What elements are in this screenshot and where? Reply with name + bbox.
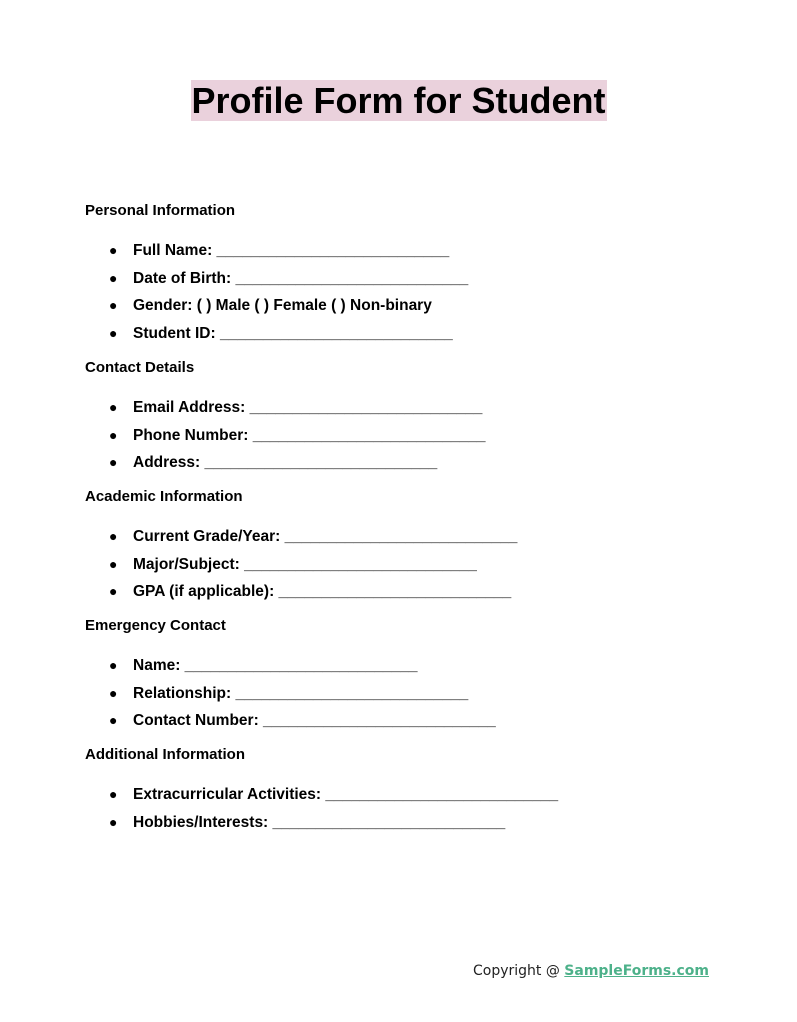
field-list: [85, 394, 725, 477]
copyright-footer: [473, 961, 709, 981]
bullet-icon: ●: [109, 325, 118, 342]
field-list: [85, 781, 725, 836]
field-label: Gender: ( ) Male ( ) Female ( ) Non-binary: [133, 297, 432, 315]
section-heading: Personal Information: [85, 202, 236, 219]
field-label: Address: ___________________________: [133, 454, 438, 472]
section-emergency-contact: [85, 616, 725, 735]
bullet-icon: ●: [109, 398, 118, 415]
field-phone-number: [85, 422, 725, 450]
bullet-icon: ●: [109, 269, 118, 286]
field-current-grade-year: [85, 523, 725, 551]
field-label: Full Name: ___________________________: [133, 242, 450, 259]
field-label: Name: ___________________________: [133, 657, 418, 675]
field-label: GPA (if applicable): ___________________________: [133, 583, 512, 601]
field-full-name: [85, 237, 725, 265]
field-list: [85, 652, 725, 735]
field-extracurricular-activities: [85, 781, 725, 809]
field-address: [85, 449, 725, 477]
field-label: Phone Number: ___________________________: [133, 426, 486, 444]
section-contact-details: [85, 358, 725, 477]
bullet-icon: ●: [109, 555, 118, 572]
field-date-of-birth: [85, 265, 725, 293]
bullet-icon: ●: [109, 583, 118, 600]
field-gpa: [85, 578, 725, 606]
field-gender: [85, 292, 725, 320]
field-hobbies-interests: [85, 809, 725, 837]
section-academic-information: [85, 487, 725, 606]
bullet-icon: ●: [109, 786, 118, 803]
field-list: [85, 237, 725, 348]
field-label: Current Grade/Year: ___________________________: [133, 527, 518, 545]
bullet-icon: ●: [109, 426, 118, 443]
field-label: Major/Subject: ___________________________: [133, 555, 477, 573]
field-relationship: [85, 680, 725, 708]
field-label: Date of Birth: ___________________________: [133, 269, 469, 287]
field-label: Hobbies/Interests: ___________________________: [133, 813, 506, 831]
section-heading: Contact Details: [85, 358, 195, 376]
bullet-icon: ●: [109, 454, 118, 471]
section-heading: Academic Information: [85, 487, 243, 505]
form-content: [85, 201, 725, 847]
field-contact-number: [85, 707, 725, 735]
field-emergency-name: [85, 652, 725, 680]
bullet-icon: ●: [109, 813, 118, 830]
title-container: [0, 80, 797, 121]
section-heading: Additional Information: [85, 746, 245, 764]
page-title: Profile Form for Student: [191, 80, 606, 121]
sampleforms-link[interactable]: SampleForms.com: [564, 963, 709, 979]
field-label: Student ID: ___________________________: [133, 325, 453, 343]
bullet-icon: ●: [109, 527, 118, 544]
bullet-icon: ●: [109, 657, 118, 674]
field-email-address: [85, 394, 725, 422]
section-personal-information: [85, 201, 725, 348]
field-label: Email Address: ___________________________: [133, 398, 483, 416]
field-label: Contact Number: ___________________________: [133, 712, 496, 730]
field-list: [85, 523, 725, 606]
bullet-icon: ●: [109, 297, 118, 314]
bullet-icon: ●: [109, 712, 118, 729]
field-major-subject: [85, 551, 725, 579]
bullet-icon: ●: [109, 242, 118, 258]
section-heading: Emergency Contact: [85, 617, 226, 635]
field-label: Relationship: ___________________________: [133, 684, 469, 702]
section-additional-information: [85, 745, 725, 836]
bullet-icon: ●: [109, 684, 118, 701]
field-label: Extracurricular Activities: ___________________________: [133, 786, 559, 804]
copyright-text: Copyright @: [472, 963, 565, 979]
field-student-id: [85, 320, 725, 348]
